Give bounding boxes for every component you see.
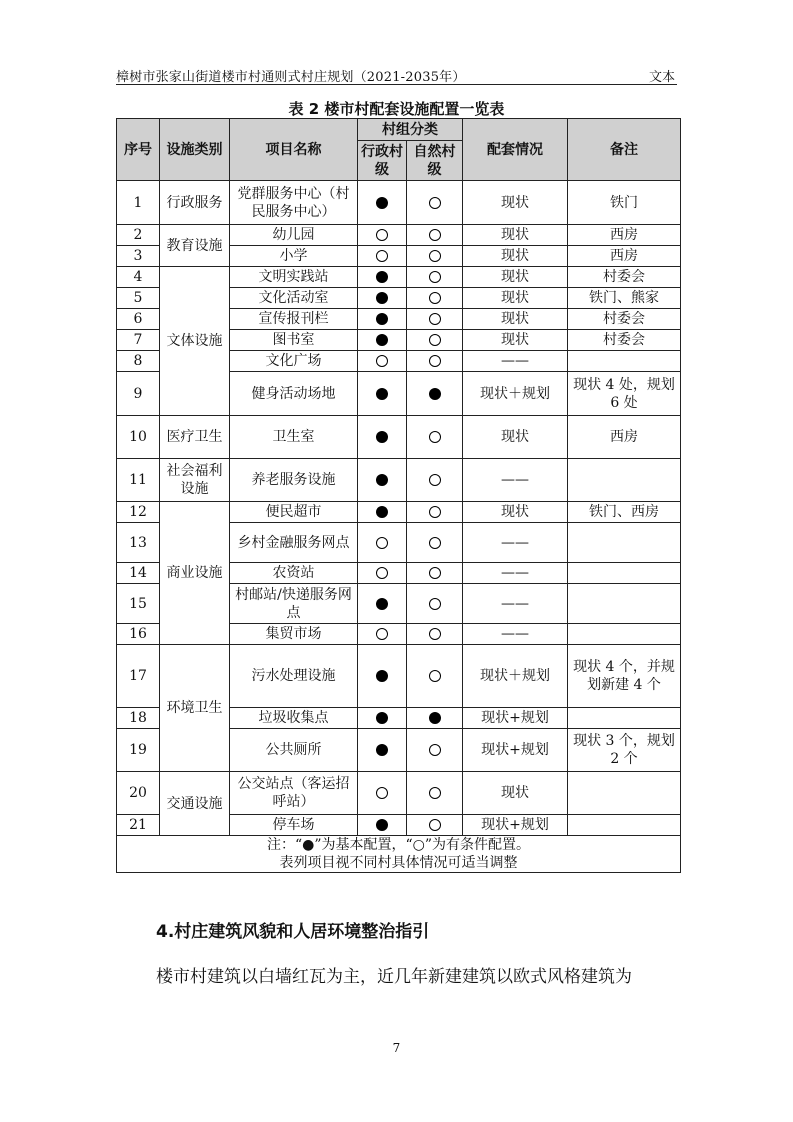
table-row: [117, 502, 681, 523]
row-admin-level: [358, 502, 407, 523]
row-status: 现状: [463, 246, 568, 267]
row-natural-level: [407, 416, 463, 459]
row-admin-level: [358, 624, 407, 645]
row-remarks: 西房: [568, 225, 681, 246]
col-header-category: 设施类别: [160, 119, 230, 181]
col-header-no: 序号: [117, 119, 160, 181]
filled-circle-icon: [376, 292, 388, 304]
hollow-circle-icon: [429, 537, 441, 549]
row-status: ——: [463, 459, 568, 502]
row-number: 14: [117, 563, 160, 584]
col-header-remarks: 备注: [568, 119, 681, 181]
row-natural-level: [407, 309, 463, 330]
hollow-circle-icon: [429, 567, 441, 579]
hollow-circle-icon: [429, 670, 441, 682]
hollow-circle-icon: [376, 229, 388, 241]
row-admin-level: [358, 330, 407, 351]
row-number: 6: [117, 309, 160, 330]
row-number: 10: [117, 416, 160, 459]
col-header-admin: 行政村级: [358, 141, 407, 181]
row-facility-name: 图书室: [230, 330, 358, 351]
row-remarks: [568, 624, 681, 645]
row-admin-level: [358, 459, 407, 502]
row-admin-level: [358, 351, 407, 372]
row-facility-name: 文化活动室: [230, 288, 358, 309]
row-facility-name: 党群服务中心（村民服务中心）: [230, 181, 358, 225]
body-paragraph: 楼市村建筑以白墙红瓦为主，近几年新建建筑以欧式风格建筑为: [156, 967, 632, 987]
row-admin-level: [358, 372, 407, 416]
hollow-circle-icon: [376, 537, 388, 549]
hollow-circle-icon: [429, 250, 441, 262]
row-facility-name: 文化广场: [230, 351, 358, 372]
section-heading: 4.村庄建筑风貌和人居环境整治指引: [156, 922, 430, 942]
row-status: 现状: [463, 288, 568, 309]
row-facility-name: 集贸市场: [230, 624, 358, 645]
row-admin-level: [358, 772, 407, 815]
row-facility-name: 便民超市: [230, 502, 358, 523]
row-category: 商业设施: [160, 502, 230, 645]
row-number: 5: [117, 288, 160, 309]
filled-circle-icon: [376, 431, 388, 443]
table-row: [117, 416, 681, 459]
row-status: 现状: [463, 225, 568, 246]
table-row: [117, 181, 681, 225]
row-number: 2: [117, 225, 160, 246]
row-facility-name: 污水处理设施: [230, 645, 358, 708]
row-remarks: 村委会: [568, 330, 681, 351]
row-status: 现状+规划: [463, 708, 568, 729]
hollow-circle-icon: [429, 628, 441, 640]
row-natural-level: [407, 330, 463, 351]
table-note-line-2: 表列项目视不同村具体情况可适当调整: [279, 855, 518, 871]
hollow-circle-icon: [429, 229, 441, 241]
row-admin-level: [358, 181, 407, 225]
row-number: 9: [117, 372, 160, 416]
row-facility-name: 公交站点（客运招呼站）: [230, 772, 358, 815]
row-facility-name: 乡村金融服务网点: [230, 523, 358, 563]
row-number: 16: [117, 624, 160, 645]
row-admin-level: [358, 584, 407, 624]
filled-circle-icon: [376, 598, 388, 610]
row-status: 现状: [463, 416, 568, 459]
table-note-line-1: 注：“●”为基本配置，“○”为有条件配置。: [266, 837, 531, 853]
col-header-name: 项目名称: [230, 119, 358, 181]
row-remarks: 村委会: [568, 309, 681, 330]
row-facility-name: 村邮站/快递服务网点: [230, 584, 358, 624]
hollow-circle-icon: [376, 355, 388, 367]
row-status: 现状: [463, 502, 568, 523]
row-natural-level: [407, 459, 463, 502]
row-admin-level: [358, 729, 407, 772]
row-facility-name: 文明实践站: [230, 267, 358, 288]
row-status: ——: [463, 624, 568, 645]
hollow-circle-icon: [429, 271, 441, 283]
row-remarks: 西房: [568, 416, 681, 459]
row-category: 环境卫生: [160, 645, 230, 772]
row-facility-name: 垃圾收集点: [230, 708, 358, 729]
row-facility-name: 农资站: [230, 563, 358, 584]
hollow-circle-icon: [429, 431, 441, 443]
filled-circle-icon: [376, 670, 388, 682]
table-row: [117, 267, 681, 288]
row-remarks: 现状 3 个，规划 2 个: [568, 729, 681, 772]
row-remarks: [568, 523, 681, 563]
row-remarks: 现状 4 处，规划 6 处: [568, 372, 681, 416]
row-admin-level: [358, 523, 407, 563]
filled-circle-icon: [376, 744, 388, 756]
row-remarks: [568, 772, 681, 815]
row-remarks: 村委会: [568, 267, 681, 288]
table-row: [117, 645, 681, 708]
row-status: 现状＋规划: [463, 645, 568, 708]
filled-circle-icon: [376, 819, 388, 831]
filled-circle-icon: [376, 197, 388, 209]
filled-circle-icon: [376, 388, 388, 400]
facilities-table: [116, 118, 681, 873]
row-number: 3: [117, 246, 160, 267]
row-number: 1: [117, 181, 160, 225]
hollow-circle-icon: [429, 334, 441, 346]
row-number: 11: [117, 459, 160, 502]
row-category: 教育设施: [160, 225, 230, 267]
hollow-circle-icon: [429, 744, 441, 756]
table-row: [117, 772, 681, 815]
hollow-circle-icon: [429, 197, 441, 209]
row-category: 行政服务: [160, 181, 230, 225]
row-status: 现状+规划: [463, 815, 568, 836]
filled-circle-icon: [429, 388, 441, 400]
filled-circle-icon: [376, 313, 388, 325]
table-caption: 表 2 楼市村配套设施配置一览表: [288, 100, 505, 118]
row-remarks: 铁门: [568, 181, 681, 225]
hollow-circle-icon: [429, 292, 441, 304]
row-number: 19: [117, 729, 160, 772]
row-natural-level: [407, 372, 463, 416]
row-number: 8: [117, 351, 160, 372]
row-facility-name: 宣传报刊栏: [230, 309, 358, 330]
filled-circle-icon: [376, 334, 388, 346]
row-status: 现状: [463, 181, 568, 225]
row-category: 社会福利设施: [160, 459, 230, 502]
row-facility-name: 养老服务设施: [230, 459, 358, 502]
row-number: 15: [117, 584, 160, 624]
filled-circle-icon: [376, 712, 388, 724]
row-category: 医疗卫生: [160, 416, 230, 459]
row-natural-level: [407, 624, 463, 645]
row-number: 4: [117, 267, 160, 288]
row-admin-level: [358, 708, 407, 729]
col-header-natural: 自然村级: [407, 141, 463, 181]
row-admin-level: [358, 563, 407, 584]
hollow-circle-icon: [429, 313, 441, 325]
filled-circle-icon: [376, 474, 388, 486]
row-natural-level: [407, 815, 463, 836]
hollow-circle-icon: [376, 628, 388, 640]
hollow-circle-icon: [376, 787, 388, 799]
header-rule: [116, 84, 677, 85]
row-natural-level: [407, 708, 463, 729]
filled-circle-icon: [376, 506, 388, 518]
filled-circle-icon: [376, 271, 388, 283]
row-remarks: [568, 351, 681, 372]
running-header-label: 文本: [648, 70, 675, 85]
row-admin-level: [358, 225, 407, 246]
hollow-circle-icon: [429, 355, 441, 367]
row-facility-name: 小学: [230, 246, 358, 267]
row-status: ——: [463, 584, 568, 624]
row-natural-level: [407, 267, 463, 288]
row-number: 7: [117, 330, 160, 351]
row-remarks: [568, 563, 681, 584]
row-natural-level: [407, 288, 463, 309]
col-header-status: 配套情况: [463, 119, 568, 181]
row-remarks: 现状 4 个，并规划新建 4 个: [568, 645, 681, 708]
row-admin-level: [358, 815, 407, 836]
hollow-circle-icon: [429, 598, 441, 610]
row-natural-level: [407, 225, 463, 246]
row-category: 交通设施: [160, 772, 230, 836]
row-remarks: 铁门、熊家: [568, 288, 681, 309]
col-header-group: 村组分类: [358, 119, 463, 141]
hollow-circle-icon: [429, 787, 441, 799]
row-natural-level: [407, 523, 463, 563]
row-admin-level: [358, 645, 407, 708]
row-natural-level: [407, 181, 463, 225]
row-status: ——: [463, 351, 568, 372]
hollow-circle-icon: [429, 819, 441, 831]
hollow-circle-icon: [429, 506, 441, 518]
row-number: 20: [117, 772, 160, 815]
row-remarks: [568, 584, 681, 624]
filled-circle-icon: [429, 712, 441, 724]
row-status: ——: [463, 523, 568, 563]
row-facility-name: 卫生室: [230, 416, 358, 459]
hollow-circle-icon: [376, 250, 388, 262]
row-remarks: [568, 815, 681, 836]
row-status: 现状: [463, 267, 568, 288]
row-natural-level: [407, 563, 463, 584]
row-status: 现状+规划: [463, 729, 568, 772]
row-natural-level: [407, 772, 463, 815]
row-natural-level: [407, 645, 463, 708]
table-row: [117, 225, 681, 246]
row-facility-name: 健身活动场地: [230, 372, 358, 416]
table-row: [117, 459, 681, 502]
row-natural-level: [407, 729, 463, 772]
row-admin-level: [358, 309, 407, 330]
row-remarks: [568, 708, 681, 729]
row-natural-level: [407, 246, 463, 267]
row-natural-level: [407, 502, 463, 523]
row-natural-level: [407, 584, 463, 624]
row-natural-level: [407, 351, 463, 372]
row-number: 18: [117, 708, 160, 729]
row-facility-name: 幼儿园: [230, 225, 358, 246]
table-note: [117, 836, 681, 873]
row-facility-name: 公共厕所: [230, 729, 358, 772]
hollow-circle-icon: [376, 567, 388, 579]
row-admin-level: [358, 267, 407, 288]
row-admin-level: [358, 288, 407, 309]
row-facility-name: 停车场: [230, 815, 358, 836]
hollow-circle-icon: [429, 474, 441, 486]
row-number: 21: [117, 815, 160, 836]
running-header-title: 樟树市张家山街道楼市村通则式村庄规划（2021-2035年）: [116, 70, 466, 85]
row-number: 17: [117, 645, 160, 708]
row-remarks: 铁门、西房: [568, 502, 681, 523]
row-category: 文体设施: [160, 267, 230, 416]
row-admin-level: [358, 246, 407, 267]
row-status: 现状＋规划: [463, 372, 568, 416]
row-remarks: 西房: [568, 246, 681, 267]
row-status: 现状: [463, 309, 568, 330]
row-admin-level: [358, 416, 407, 459]
row-status: 现状: [463, 772, 568, 815]
row-status: ——: [463, 563, 568, 584]
page-number: 7: [392, 1041, 401, 1055]
row-number: 12: [117, 502, 160, 523]
row-status: 现状: [463, 330, 568, 351]
row-number: 13: [117, 523, 160, 563]
row-remarks: [568, 459, 681, 502]
